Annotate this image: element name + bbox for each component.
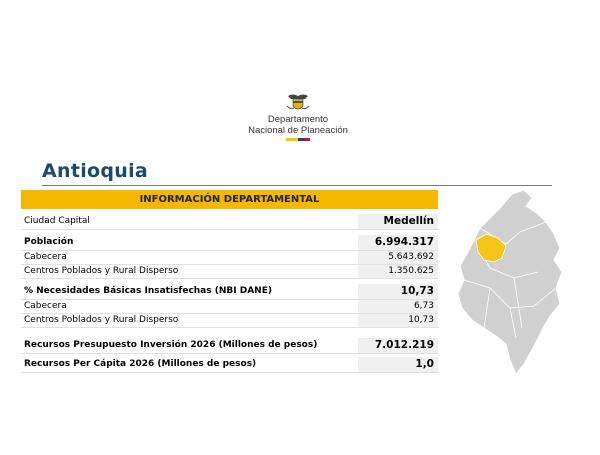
colombia-map-icon (450, 188, 570, 376)
map-colombia (458, 190, 562, 374)
row-label: Población (24, 237, 74, 247)
info-table (21, 190, 438, 373)
row-label: Ciudad Capital (24, 216, 90, 226)
row-capital (21, 214, 438, 230)
row-value: 1,0 (358, 357, 438, 372)
coat-of-arms-icon (285, 92, 311, 114)
row-value: 5.643.692 (358, 251, 438, 264)
row-label: Cabecera (24, 252, 67, 262)
title-divider (42, 185, 552, 186)
page-title: Antioquia (42, 160, 149, 182)
row-nbi-cabecera (21, 300, 438, 314)
row-value: Medellín (358, 214, 438, 229)
table-header: INFORMACIÓN DEPARTAMENTAL (21, 190, 438, 209)
row-label: Recursos Presupuesto Inversión 2026 (Millones de pesos) (24, 340, 318, 350)
row-value: 6,73 (358, 300, 438, 313)
row-recursos (21, 338, 438, 354)
row-poblacion-cabecera (21, 251, 438, 265)
dnp-logo (238, 92, 358, 144)
row-value: 10,73 (358, 314, 438, 327)
row-value: 6.994.317 (358, 235, 438, 250)
row-value: 7.012.219 (358, 338, 438, 353)
row-value: 10,73 (358, 284, 438, 299)
row-nbi (21, 284, 438, 300)
row-label: % Necesidades Básicas Insatisfechas (NBI DANE) (24, 286, 272, 296)
row-label: Centros Poblados y Rural Disperso (24, 315, 179, 325)
row-value: 1.350.625 (358, 265, 438, 278)
row-nbi-rural (21, 314, 438, 328)
row-label: Centros Poblados y Rural Disperso (24, 266, 179, 276)
row-poblacion-rural (21, 265, 438, 279)
row-label: Recursos Per Cápita 2026 (Millones de pesos) (24, 359, 257, 369)
row-label: Cabecera (24, 301, 67, 311)
row-poblacion (21, 235, 438, 251)
row-percapita (21, 357, 438, 373)
flag-stripe (286, 138, 310, 141)
logo-line-2: Nacional de Planeación (248, 125, 348, 136)
logo-line-1: Departamento (267, 114, 329, 125)
